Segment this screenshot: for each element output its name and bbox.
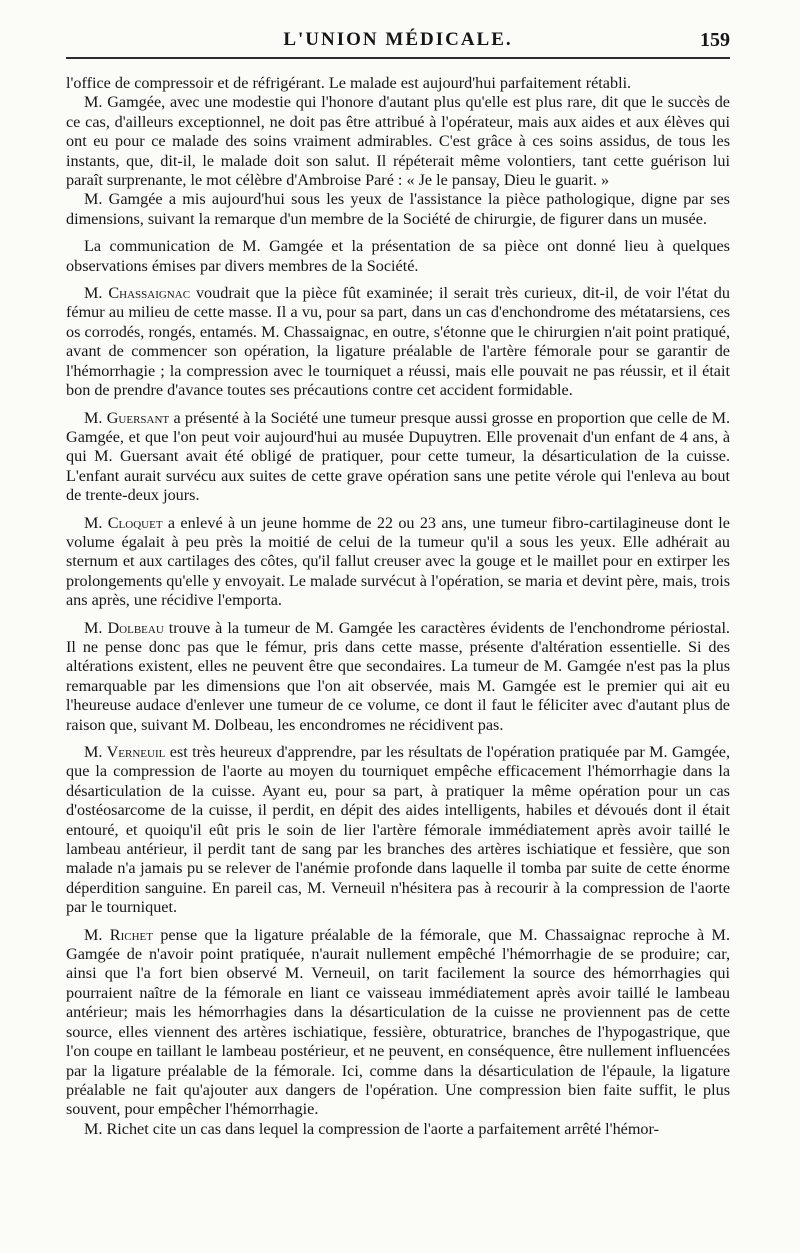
paragraph [66, 190, 730, 229]
paragraph [66, 93, 730, 190]
paragraph [66, 1120, 730, 1139]
paragraph-text: M. Gamgée a mis aujourd'hui sous les yeux de l'assistance la pièce pathologique, digne par ses dimensions, suivant la remarque d'un membre de la Société de chirurgie, de figurer dans un musée. [66, 190, 730, 228]
paragraph-text: est très heureux d'apprendre, par les résultats de l'opération pratiquée par M. Gamgée, que la compression de l'aorte au moyen du tourniquet empêche efficacement l'hémorrhagie dans la désarticulation de la cuisse. Ayant eu, pour sa part, à pratiquer la même opération pour un cas d'ostéosarcome de la cuisse, il perdit, en dépit des aides intelligents, habiles et dévoués dont il était entouré, et quoiqu'il eût pris le soin de lier l'artère fémorale immédiatement après avoir taillé le lambeau antérieur, il perdit tant de sang par les branches des artères ischiatique et fessière, que son malade n'a jamais pu se relever de l'anémie profonde dans laquelle il tomba par suite de cette énorme déperdition sanguine. En pareil cas, M. Verneuil n'hésitera pas à recourir à la compression de l'aorte par le tourniquet. [66, 743, 730, 917]
paragraph-text: M. Gamgée, avec une modestie qui l'honore d'autant plus qu'elle est plus rare, dit que le succès de ce cas, d'ailleurs exceptionnel, ne doit pas être attribué à l'opérateur, mais aux aides et aux élèves qui ont eu pour ce malade des soins vraiment admirables. C'est grâce à ces soins assidus, de tous les instants, que, dit-il, le malade doit son salut. Il répéterait même volontiers, tant cette guérison lui paraît surprenante, le mot célèbre d'Ambroise Paré : « Je le pansay, Dieu le guarit. » [66, 93, 730, 190]
running-header [66, 29, 730, 59]
speaker-name: M. Verneuil [84, 743, 166, 761]
page-number: 159 [700, 29, 730, 51]
speaker-name: M. Dolbeau [84, 618, 164, 637]
paragraph-text: La communication de M. Gamgée et la présentation de sa pièce ont donné lieu à quelques observations émises par divers membres de la Société. [66, 237, 730, 275]
paragraph [66, 74, 730, 93]
paragraph-text: M. Richet cite un cas dans lequel la compression de l'aorte a parfaitement arrêté l'hémor- [84, 1119, 659, 1138]
paragraph [66, 409, 730, 506]
paragraph [66, 284, 730, 400]
speaker-name: M. Cloquet [84, 513, 163, 532]
paragraph-text: a enlevé à un jeune homme de 22 ou 23 ans, une tumeur fibro-cartilagineuse dont le volume égalait à peu près la moitié de celui de la tumeur qu'il a sous les yeux. Elle adhérait au sternum et aux cartilages des côtes, qu'il fallut creuser avec la gouge et le maillet pour en extirper les prolongements qu'elle y envoyait. Le malade survécut à l'opération, se maria et devint père, mais, trois ans après, une récidive l'emporta. [66, 513, 730, 610]
speaker-name: M. Chassaignac [84, 284, 191, 303]
paragraph [66, 514, 730, 611]
article-body [66, 74, 730, 1139]
paragraph-text: trouve à la tumeur de M. Gamgée les caractères évidents de l'enchondrome périostal. Il ne pense donc pas que le fémur, pris dans cette masse, présente d'altération essentielle. Si des altérations existent, elles ne peuvent être que secondaires. La tumeur de M. Gamgée n'est pas la plus remarquable par les dimensions que l'on ait observée, mais M. Gamgée est le premier qui ait eu l'heureuse audace d'enlever une tumeur de ce volume, ce dont il faut le féliciter avec d'autant plus de raison que, suivant M. Dolbeau, les encondromes ne récidivent pas. [66, 618, 730, 734]
paragraph [66, 237, 730, 276]
paragraph-text: voudrait que la pièce fût examinée; il serait très curieux, dit-il, de voir l'état du fémur au milieu de cette masse. Il a vu, pour sa part, dans un cas d'enchondrome des métatarsiens, ces os corrodés, rongés, entamés. M. Chassaignac, en outre, s'étonne que le chirurgien n'ait point pratiqué, avant de commencer son opération, la ligature préalable de l'artère fémorale pour se garantir de l'hémorrhagie ; la compression avec le tourniquet a réussi, mais elle pouvait ne pas réussir, et il était bon de prendre d'avance toutes ses précautions contre cet accident formidable. [66, 284, 730, 400]
paragraph-text: a présenté à la Société une tumeur presque aussi grosse en proportion que celle de M. Gamgée, et que l'on peut voir aujourd'hui au musée Dupuytren. Elle provenait d'un enfant de 4 ans, à qui M. Guersant avait été obligé de pratiquer, pour cette tumeur, la désarticulation de la cuisse. L'enfant aurait survécu aux suites de cette grave opération sans une petite vérole qui l'enleva au bout de trente-deux jours. [66, 408, 731, 505]
journal-title: L'UNION MÉDICALE. [283, 29, 513, 50]
paragraph-text: pense que la ligature préalable de la fémorale, que M. Chassaignac reproche à M. Gamgée de n'avoir point pratiquée, n'aurait nullement empêché l'hémorrhagie de se produire; car, ainsi que l'a fort bien observé M. Verneuil, on tarit facilement la source des hémorrhagies qui pourraient naître de la fémorale en liant ce vaisseau immédiatement après avoir taillé le lambeau antérieur; mais les hémorrhagies dans la désarticulation de la cuisse ne proviennent pas de cette source, elles viennent des artères ischiatique, fessière, obturatrice, branches de l'hypogastrique, que l'on coupe en taillant le lambeau postérieur, et ne peuvent, en conséquence, être nullement influencées par la ligature préalable de la fémorale. Ici, comme dans la désarticulation de l'épaule, la ligature préalable ne fait qu'ajouter aux dangers de l'opération. Une compression bien faite suffit, le plus souvent, pour empêcher l'hémorrhagie. [66, 925, 730, 1119]
paragraph [66, 743, 730, 918]
paragraph [66, 619, 730, 735]
paragraph [66, 926, 730, 1120]
speaker-name: M. Guersant [84, 408, 170, 427]
speaker-name: M. Richet [84, 925, 153, 944]
paragraph-text: l'office de compressoir et de réfrigérant. Le malade est aujourd'hui parfaitement rétabli. [66, 74, 632, 92]
